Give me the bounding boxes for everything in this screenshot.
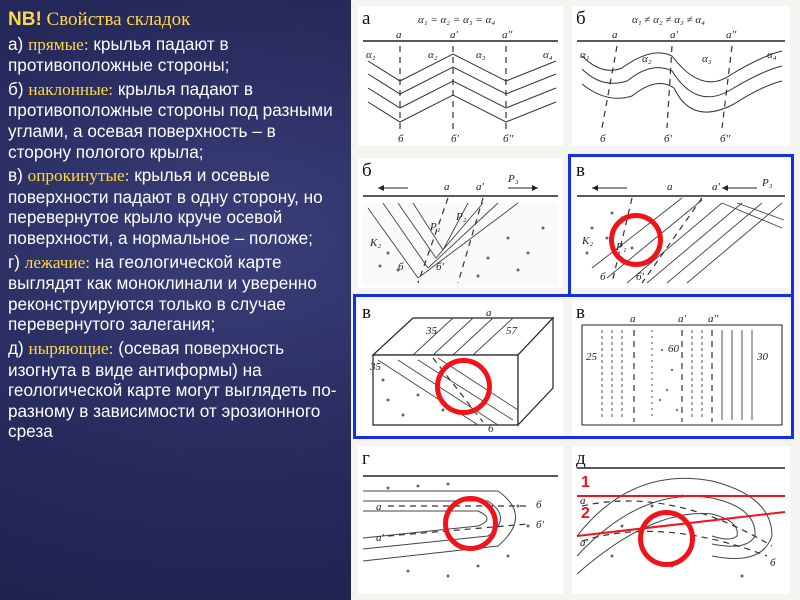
figure-label: в bbox=[576, 302, 585, 323]
svg-text:б: б bbox=[398, 133, 404, 145]
item-a-prefix: а) bbox=[8, 33, 29, 54]
svg-text:57: 57 bbox=[506, 325, 517, 337]
svg-text:б': б' bbox=[536, 519, 544, 531]
item-v-term: опрокинутые: bbox=[27, 166, 130, 186]
svg-text:P₁: P₁ bbox=[616, 241, 627, 253]
svg-text:K₂: K₂ bbox=[582, 235, 594, 247]
item-g-term: лежачие: bbox=[24, 252, 91, 272]
figure-overturned-section bbox=[572, 158, 790, 288]
svg-text:35: 35 bbox=[370, 361, 381, 373]
figure-label: б bbox=[576, 8, 586, 29]
svg-text:α₃: α₃ bbox=[702, 53, 712, 65]
svg-text:a: a bbox=[580, 495, 586, 507]
svg-text:a: a bbox=[396, 29, 402, 41]
item-d bbox=[8, 338, 343, 442]
item-b-prefix: б) bbox=[8, 78, 29, 99]
svg-text:35: 35 bbox=[426, 325, 437, 337]
cut-number-2: 2 bbox=[581, 505, 590, 522]
title-text: Свойства складок bbox=[41, 9, 191, 30]
svg-text:P₃: P₃ bbox=[762, 177, 773, 189]
figure-label: б bbox=[362, 160, 372, 181]
item-v bbox=[8, 165, 343, 248]
svg-text:a': a' bbox=[476, 181, 484, 193]
svg-text:a': a' bbox=[376, 532, 384, 544]
svg-text:б': б' bbox=[436, 261, 444, 273]
figure-inclined-section bbox=[358, 158, 563, 288]
svg-text:α₂: α₂ bbox=[428, 49, 438, 61]
svg-text:α₃: α₃ bbox=[476, 49, 486, 61]
fold-diagram-inclined bbox=[572, 6, 790, 146]
svg-text:α₂: α₂ bbox=[642, 53, 652, 65]
svg-text:P₃: P₃ bbox=[508, 173, 519, 185]
red-circle-marker bbox=[638, 510, 695, 567]
svg-text:б: б bbox=[600, 133, 606, 145]
item-v-body: крылья и осевые поверхности падают в одну сторону, но перевернутое крыло круче осевой поверхности, а нормальное – положе; bbox=[8, 165, 323, 248]
svg-text:30: 30 bbox=[757, 351, 768, 363]
item-g-body: на геологической карте выглядят как моноклинали и уверенно реконструируются только в случае перевернутого залегания; bbox=[8, 251, 317, 335]
svg-text:a': a' bbox=[580, 537, 588, 549]
slide-title bbox=[8, 10, 343, 31]
svg-text:K₂: K₂ bbox=[370, 237, 382, 249]
svg-text:25: 25 bbox=[586, 351, 597, 363]
svg-text:б: б bbox=[536, 499, 542, 511]
svg-text:a': a' bbox=[712, 181, 720, 193]
svg-text:a': a' bbox=[670, 29, 678, 41]
figure-label: в bbox=[576, 160, 585, 181]
svg-text:60: 60 bbox=[668, 343, 679, 355]
item-v-prefix: в) bbox=[8, 165, 28, 186]
svg-text:a: a bbox=[630, 313, 636, 325]
figure-overturned-map bbox=[572, 300, 790, 435]
item-a-body: крылья падают в противоположные стороны; bbox=[8, 33, 230, 76]
figure-upright-fold bbox=[358, 6, 563, 146]
red-circle-marker bbox=[435, 358, 492, 415]
svg-text:б': б' bbox=[451, 133, 459, 145]
svg-text:б': б' bbox=[636, 271, 644, 283]
item-b-body: крылья падают в противоположные стороны под разными углами, а осевая поверхность – в сторону пологого крыла; bbox=[8, 78, 333, 162]
svg-text:α₁: α₁ bbox=[366, 49, 376, 61]
svg-text:б: б bbox=[600, 271, 606, 283]
figure-label: г bbox=[362, 448, 370, 469]
svg-text:a': a' bbox=[450, 29, 458, 41]
item-b-term: наклонные: bbox=[28, 79, 114, 99]
svg-text:б: б bbox=[398, 261, 404, 273]
section-diagram-overturned bbox=[572, 158, 790, 288]
item-d-body: (осевая поверхность изогнута в виде антиформы) на геологической карте могут выглядеть по-разному в зависимости от эрозионного среза bbox=[8, 337, 337, 442]
svg-text:α₁ ≠ α₂ ≠ α₃ ≠ α₄: α₁ ≠ α₂ ≠ α₃ ≠ α₄ bbox=[632, 14, 706, 26]
item-g-prefix: г) bbox=[8, 251, 25, 272]
svg-text:α₄: α₄ bbox=[543, 49, 553, 61]
svg-text:a'': a'' bbox=[502, 29, 513, 41]
svg-text:a: a bbox=[376, 501, 382, 513]
item-a bbox=[8, 34, 343, 76]
item-d-term: ныряющие: bbox=[28, 338, 114, 358]
svg-text:a'': a'' bbox=[708, 313, 719, 325]
svg-text:a: a bbox=[667, 181, 673, 193]
item-d-prefix: д) bbox=[8, 337, 29, 358]
svg-text:a: a bbox=[612, 29, 618, 41]
svg-text:P₁: P₁ bbox=[430, 221, 441, 233]
figure-label: д bbox=[576, 448, 586, 469]
figure-label: в bbox=[362, 302, 371, 323]
svg-text:a: a bbox=[444, 181, 450, 193]
svg-text:α₄: α₄ bbox=[767, 49, 777, 61]
svg-text:α₁: α₁ bbox=[580, 49, 590, 61]
item-a-term: прямые: bbox=[28, 34, 89, 54]
svg-text:P₂: P₂ bbox=[456, 211, 467, 223]
figure-label: а bbox=[362, 8, 371, 29]
svg-text:б': б' bbox=[664, 133, 672, 145]
svg-text:a: a bbox=[486, 307, 492, 319]
item-b bbox=[8, 79, 343, 162]
svg-text:α₁ = α₂ = α₃ = α₄: α₁ = α₂ = α₃ = α₄ bbox=[418, 14, 496, 26]
map-diagram-overturned bbox=[572, 300, 790, 435]
cut-number-1: 1 bbox=[581, 474, 590, 491]
svg-text:б: б bbox=[770, 557, 776, 569]
figure-inclined-fold bbox=[572, 6, 790, 146]
item-g bbox=[8, 252, 343, 335]
fold-diagram-upright bbox=[358, 6, 563, 146]
text-column bbox=[8, 10, 343, 445]
svg-text:a'': a'' bbox=[726, 29, 737, 41]
svg-text:б'': б'' bbox=[720, 133, 731, 145]
svg-text:a': a' bbox=[678, 313, 686, 325]
svg-text:б'': б'' bbox=[503, 133, 514, 145]
section-diagram-inclined bbox=[358, 158, 563, 288]
svg-text:б: б bbox=[488, 423, 494, 435]
title-nb: NB! bbox=[8, 9, 42, 30]
red-circle-marker bbox=[443, 496, 498, 551]
red-circle-marker bbox=[609, 213, 663, 267]
